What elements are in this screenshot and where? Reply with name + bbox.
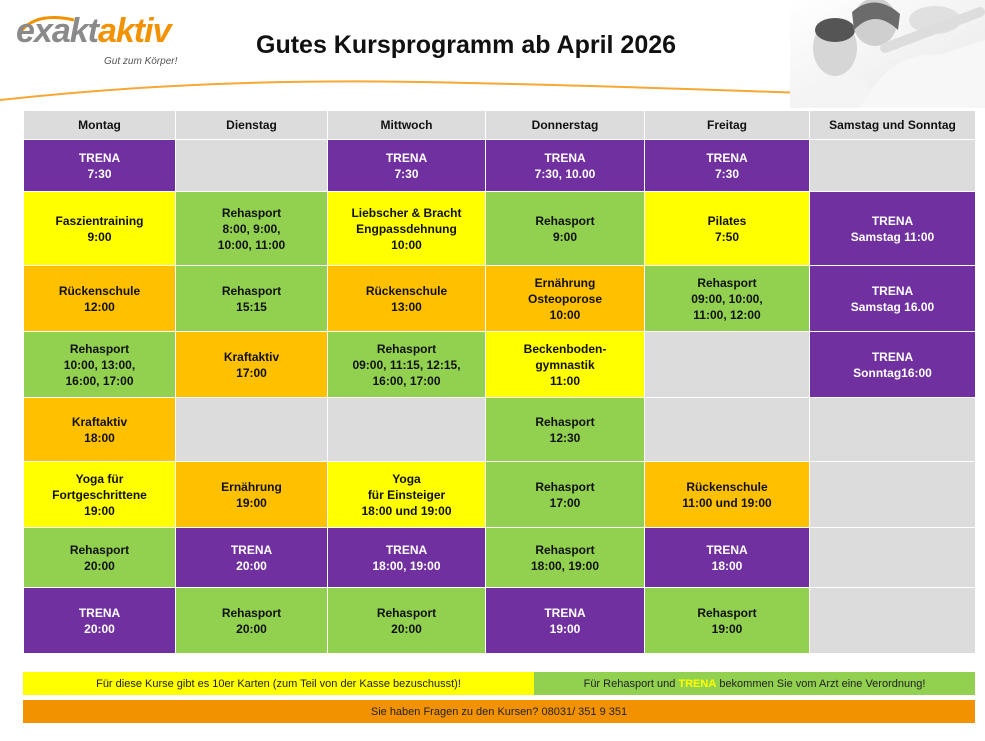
course-cell-montag: Yoga für Fortgeschrittene 19:00 (24, 462, 176, 528)
course-cell-dienstag: Rehasport 15:15 (176, 266, 328, 332)
course-cell-donnerstag: Ernährung Osteoporose 10:00 (486, 266, 645, 332)
empty-cell-wochenende (810, 528, 976, 588)
course-cell-freitag: TRENA 7:30 (645, 140, 810, 192)
schedule-row (24, 528, 976, 588)
course-cell-donnerstag: Rehasport 9:00 (486, 192, 645, 266)
note-questions-phone (23, 700, 975, 723)
course-cell-montag: Rehasport 10:00, 13:00, 16:00, 17:00 (24, 332, 176, 398)
note-prescription (534, 672, 975, 695)
course-cell-wochenende: TRENA Samstag 16.00 (810, 266, 976, 332)
course-cell-mittwoch: TRENA 7:30 (328, 140, 486, 192)
day-header-montag: Montag (24, 111, 176, 140)
course-cell-mittwoch: Liebscher & Bracht Engpassdehnung 10:00 (328, 192, 486, 266)
empty-cell-wochenende (810, 462, 976, 528)
course-cell-wochenende: TRENA Samstag 11:00 (810, 192, 976, 266)
course-cell-montag: Kraftaktiv 18:00 (24, 398, 176, 462)
note-questions-text: Sie haben Fragen zu den Kursen? 08031/ 351 9 351 (370, 705, 628, 718)
day-header-row (24, 111, 976, 140)
course-schedule (23, 110, 975, 654)
note-prescription-trena: TRENA (678, 677, 717, 690)
course-cell-mittwoch: Yoga für Einsteiger 18:00 und 19:00 (328, 462, 486, 528)
empty-cell-freitag (645, 398, 810, 462)
course-cell-mittwoch: Rückenschule 13:00 (328, 266, 486, 332)
schedule-row (24, 266, 976, 332)
day-header-dienstag: Dienstag (176, 111, 328, 140)
page-title: Gutes Kursprogramm ab April 2026 (256, 31, 677, 59)
course-cell-dienstag: Kraftaktiv 17:00 (176, 332, 328, 398)
schedule-table (23, 110, 976, 654)
course-cell-freitag: Rehasport 09:00, 10:00, 11:00, 12:00 (645, 266, 810, 332)
schedule-row (24, 332, 976, 398)
course-cell-freitag: Rehasport 19:00 (645, 588, 810, 654)
course-cell-freitag: TRENA 18:00 (645, 528, 810, 588)
course-cell-montag: TRENA 20:00 (24, 588, 176, 654)
note-prescription-pre: Für Rehasport und (583, 677, 679, 690)
course-cell-freitag: Rückenschule 11:00 und 19:00 (645, 462, 810, 528)
schedule-row (24, 588, 976, 654)
logo-slogan: Gut zum Körper! (104, 56, 178, 67)
course-cell-mittwoch: Rehasport 20:00 (328, 588, 486, 654)
course-cell-mittwoch: TRENA 18:00, 19:00 (328, 528, 486, 588)
schedule-row (24, 398, 976, 462)
day-header-donnerstag: Donnerstag (486, 111, 645, 140)
logo-e: e (16, 12, 34, 50)
empty-cell-wochenende (810, 398, 976, 462)
schedule-row (24, 140, 976, 192)
course-cell-donnerstag: Rehasport 18:00, 19:00 (486, 528, 645, 588)
course-cell-donnerstag: TRENA 19:00 (486, 588, 645, 654)
course-cell-montag: TRENA 7:30 (24, 140, 176, 192)
couple-photo (790, 0, 985, 108)
day-header-wochenende: Samstag und Sonntag (810, 111, 976, 140)
day-header-mittwoch: Mittwoch (328, 111, 486, 140)
course-cell-mittwoch: Rehasport 09:00, 11:15, 12:15, 16:00, 17:00 (328, 332, 486, 398)
logo-xakt: xakt (33, 12, 98, 50)
schedule-row (24, 462, 976, 528)
course-cell-dienstag: Rehasport 8:00, 9:00, 10:00, 11:00 (176, 192, 328, 266)
course-cell-donnerstag: TRENA 7:30, 10.00 (486, 140, 645, 192)
logo-wordmark (16, 12, 170, 51)
empty-cell-mittwoch (328, 398, 486, 462)
course-cell-donnerstag: Rehasport 17:00 (486, 462, 645, 528)
note-ten-cards-text: Für diese Kurse gibt es 10er Karten (zum Teil von der Kasse bezuschusst)! (96, 677, 461, 690)
day-header-freitag: Freitag (645, 111, 810, 140)
course-cell-dienstag: Ernährung 19:00 (176, 462, 328, 528)
schedule-row (24, 192, 976, 266)
course-cell-donnerstag: Beckenboden- gymnastik 11:00 (486, 332, 645, 398)
course-cell-dienstag: TRENA 20:00 (176, 528, 328, 588)
logo-aktiv: aktiv (97, 12, 171, 50)
course-cell-montag: Faszientraining 9:00 (24, 192, 176, 266)
course-cell-montag: Rückenschule 12:00 (24, 266, 176, 332)
note-prescription-post: bekommen Sie vom Arzt eine Verordnung! (716, 677, 926, 690)
empty-cell-dienstag (176, 140, 328, 192)
empty-cell-wochenende (810, 588, 976, 654)
course-cell-freitag: Pilates 7:50 (645, 192, 810, 266)
course-cell-montag: Rehasport 20:00 (24, 528, 176, 588)
empty-cell-wochenende (810, 140, 976, 192)
note-ten-cards (23, 672, 534, 695)
course-cell-donnerstag: Rehasport 12:30 (486, 398, 645, 462)
empty-cell-dienstag (176, 398, 328, 462)
empty-cell-freitag (645, 332, 810, 398)
course-cell-wochenende: TRENA Sonntag16:00 (810, 332, 976, 398)
course-cell-dienstag: Rehasport 20:00 (176, 588, 328, 654)
